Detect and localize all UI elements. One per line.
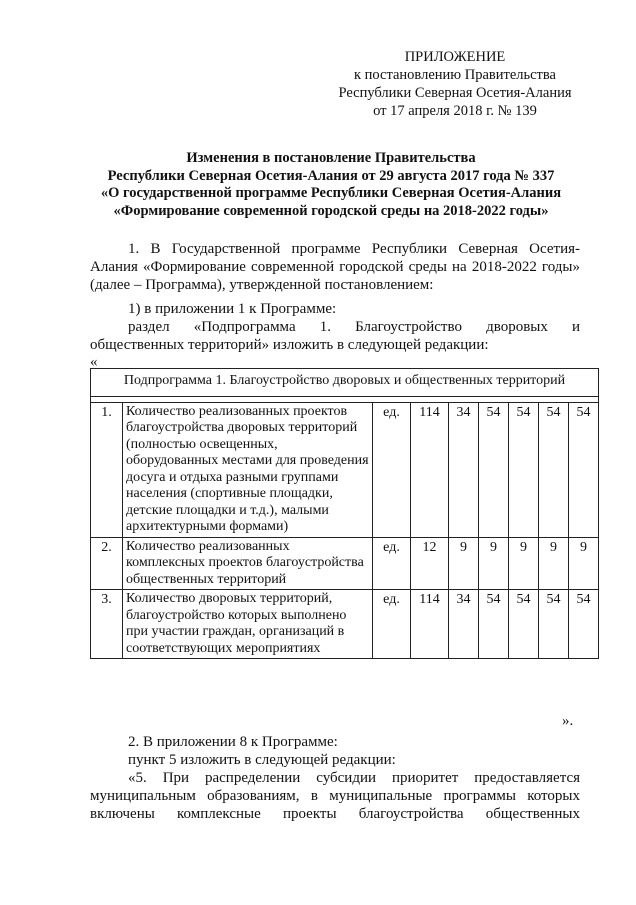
paragraph-1 (90, 240, 580, 294)
row-value: 34 (449, 590, 479, 659)
opening-quote: « (90, 354, 98, 370)
paragraph-line: Алания «Формирование современной городской среды на 2018-2022 годы» (90, 259, 580, 275)
row-value: 9 (539, 537, 569, 590)
appendix-line: Республики Северная Осетия-Алания (338, 85, 572, 101)
row-value: 9 (509, 537, 539, 590)
row-value: 54 (569, 590, 599, 659)
row-unit: ед. (373, 590, 411, 659)
paragraph-line: общественных территорий» изложить в следующей редакции: (90, 337, 489, 353)
row-value: 54 (479, 590, 509, 659)
document-title (60, 150, 602, 220)
appendix-title: ПРИЛОЖЕНИЕ (404, 49, 506, 65)
appendix-date: от 17 апреля 2018 г. № 139 (373, 103, 537, 119)
row-value: 54 (509, 402, 539, 537)
appendix-line: к постановлению Правительства (354, 67, 556, 83)
row-value: 114 (411, 590, 449, 659)
appendix-header (330, 48, 580, 120)
row-value: 54 (509, 590, 539, 659)
paragraph-2 (90, 318, 580, 354)
row-unit: ед. (373, 537, 411, 590)
paragraph-line: (далее – Программа), утвержденной постановлением: (90, 277, 434, 293)
subprogram-table (90, 368, 599, 659)
row-description: Количество реализованных проектов благоустройства дворовых территорий (полностью освещенных, оборудованных местами для проведения досуга и отдыха разными группами населения (спортивные площадки, детские площадки и т.д.), малыми архитектурными формами) (123, 402, 373, 537)
subitem-1: 1) в приложении 1 к Программе: (128, 301, 337, 317)
paragraph-line: муниципальным образованиям, в муниципальные программы которых (90, 788, 580, 804)
paragraph-line: 1. В Государственной программе Республики Северная Осетия- (128, 241, 580, 257)
row-number: 2. (91, 537, 123, 590)
closing-quote: ». (562, 713, 574, 729)
row-description: Количество дворовых территорий, благоустройство которых выполнено при участии граждан, организаций в соответствующих мероприятиях (123, 590, 373, 659)
row-value: 9 (479, 537, 509, 590)
paragraph-line: раздел «Подпрограмма 1. Благоустройство дворовых и (128, 319, 580, 335)
title-line: Республики Северная Осетия-Алания от 29 августа 2017 года № 337 (107, 167, 555, 184)
paragraph-line: «5. При распределении субсидии приоритет предоставляется (128, 770, 580, 786)
title-line: «Формирование современной городской среды на 2018-2022 годы» (113, 202, 549, 219)
row-value: 12 (411, 537, 449, 590)
paragraph-line: включены комплексные проекты благоустройства общественных (90, 806, 580, 822)
table-header: Подпрограмма 1. Благоустройство дворовых и общественных территорий (91, 369, 599, 397)
title-line: Изменения в постановление Правительства (186, 150, 476, 166)
row-unit: ед. (373, 402, 411, 537)
table-row (91, 402, 599, 537)
row-value: 54 (539, 590, 569, 659)
table-row (91, 537, 599, 590)
row-number: 3. (91, 590, 123, 659)
paragraph-3: пункт 5 изложить в следующей редакции: (128, 752, 396, 768)
table-header-row (91, 369, 599, 397)
paragraph-4 (90, 769, 580, 823)
row-value: 9 (569, 537, 599, 590)
row-value: 54 (539, 402, 569, 537)
row-value: 114 (411, 402, 449, 537)
row-value: 34 (449, 402, 479, 537)
row-value: 54 (569, 402, 599, 537)
row-description: Количество реализованных комплексных проектов благоустройства общественных территорий (123, 537, 373, 590)
title-line: «О государственной программе Республики Северная Осетия-Алания (100, 185, 562, 201)
row-value: 54 (479, 402, 509, 537)
row-number: 1. (91, 402, 123, 537)
subitem-2: 2. В приложении 8 к Программе: (128, 734, 338, 750)
table-row (91, 590, 599, 659)
row-value: 9 (449, 537, 479, 590)
